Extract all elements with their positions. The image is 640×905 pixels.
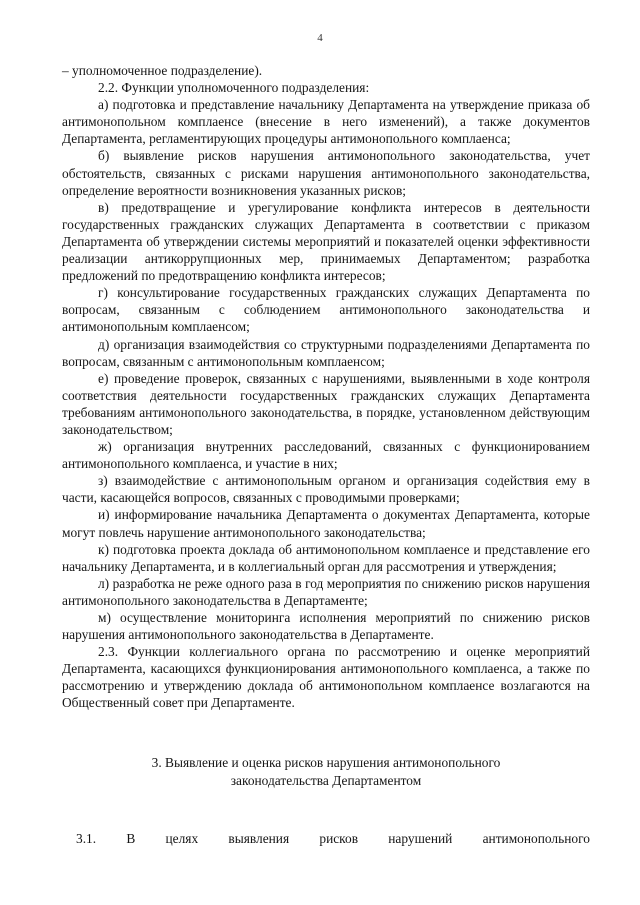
list-item-v: в) предотвращение и урегулирование конфликта интересов в деятельности государственных гражданских служащих Департамента в соответствии с приказом Департамента об утверждении системы мероприятий и показателей оценки эффективности реализации антикоррупционных мер, принимаемых Департаментом; разработка предложений по предотвращению конфликта интересов; (62, 199, 590, 284)
word: выявления (228, 830, 290, 846)
list-item-k: к) подготовка проекта доклада об антимонопольном комплаенсе и представление его начальнику Департамента, и в коллегиальный орган для рассмотрения и утверждения; (62, 541, 590, 574)
paragraph-2-3: 2.3. Функции коллегиального органа по рассмотрению и оценке мероприятий Департамента, касающихся функционирования антимонопольного комплаенса, а также по рассмотрению и утверждению доклада об антимонопольном комплаенсе возлагаются на Общественный совет при Департаменте. (62, 644, 590, 711)
list-item-z: з) взаимодействие с антимонопольным органом и организация содействия ему в части, касающейся вопросов, связанных с проводимыми проверками; (62, 473, 590, 506)
list-item-b: б) выявление рисков нарушения антимонопольного законодательства, учет обстоятельств, связанных с рисками нарушения антимонопольного законодательства, определение вероятности возникновения указанных рисков; (62, 148, 590, 198)
word: рисков (319, 830, 359, 846)
section-heading-line-1: 3. Выявление и оценка рисков нарушения антимонопольного (151, 754, 501, 770)
page-number: 4 (317, 32, 323, 44)
list-item-a: а) подготовка и представление начальнику Департамента на утверждение приказа об антимонопольном комплаенсе (внесение в него изменений), а также документов Департамента, регламентирующих процедуры антимонопольного комплаенса; (62, 97, 590, 147)
word: В (126, 830, 136, 846)
section-heading (62, 754, 590, 790)
word: целях (165, 830, 199, 846)
list-item-i: и) информирование начальника Департамента о документах Департамента, которые могут повлечь нарушение антимонопольного законодательства; (62, 507, 590, 540)
list-item-zh: ж) организация внутренних расследований, связанных с функционированием антимонопольного комплаенса, и участие в них; (62, 439, 590, 472)
word: 3.1. (76, 830, 97, 846)
paragraph-3-1-first-line (62, 830, 590, 847)
section-heading-line-2: законодательства Департаментом (230, 772, 422, 788)
paragraph-continuation: – уполномоченное подразделение). (62, 63, 263, 78)
list-item-d: д) организация взаимодействия со структурными подразделениями Департамента по вопросам, связанным с антимонопольным комплаенсом; (62, 336, 590, 369)
word: нарушений (388, 830, 453, 846)
list-item-l: л) разработка не реже одного раза в год мероприятия по снижению рисков нарушения антимонопольного законодательства в Департаменте; (62, 575, 590, 608)
word: антимонопольного (482, 830, 590, 846)
list-item-m: м) осуществление мониторинга исполнения мероприятий по снижению рисков нарушения антимонопольного законодательства в Департаменте. (62, 610, 590, 643)
list-item-g: г) консультирование государственных гражданских служащих Департамента по вопросам, связанным с соблюдением антимонопольного законодательства и антимонопольным комплаенсом; (62, 285, 590, 335)
document-body (62, 62, 590, 847)
list-item-e: е) проведение проверок, связанных с нарушениями, выявленными в ходе контроля соответствия деятельности государственных гражданских служащих Департамента требованиям антимонопольного законодательства, в порядке, установленном действующим законодательством; (62, 370, 590, 437)
paragraph-2-2: 2.2. Функции уполномоченного подразделения: (98, 80, 370, 96)
